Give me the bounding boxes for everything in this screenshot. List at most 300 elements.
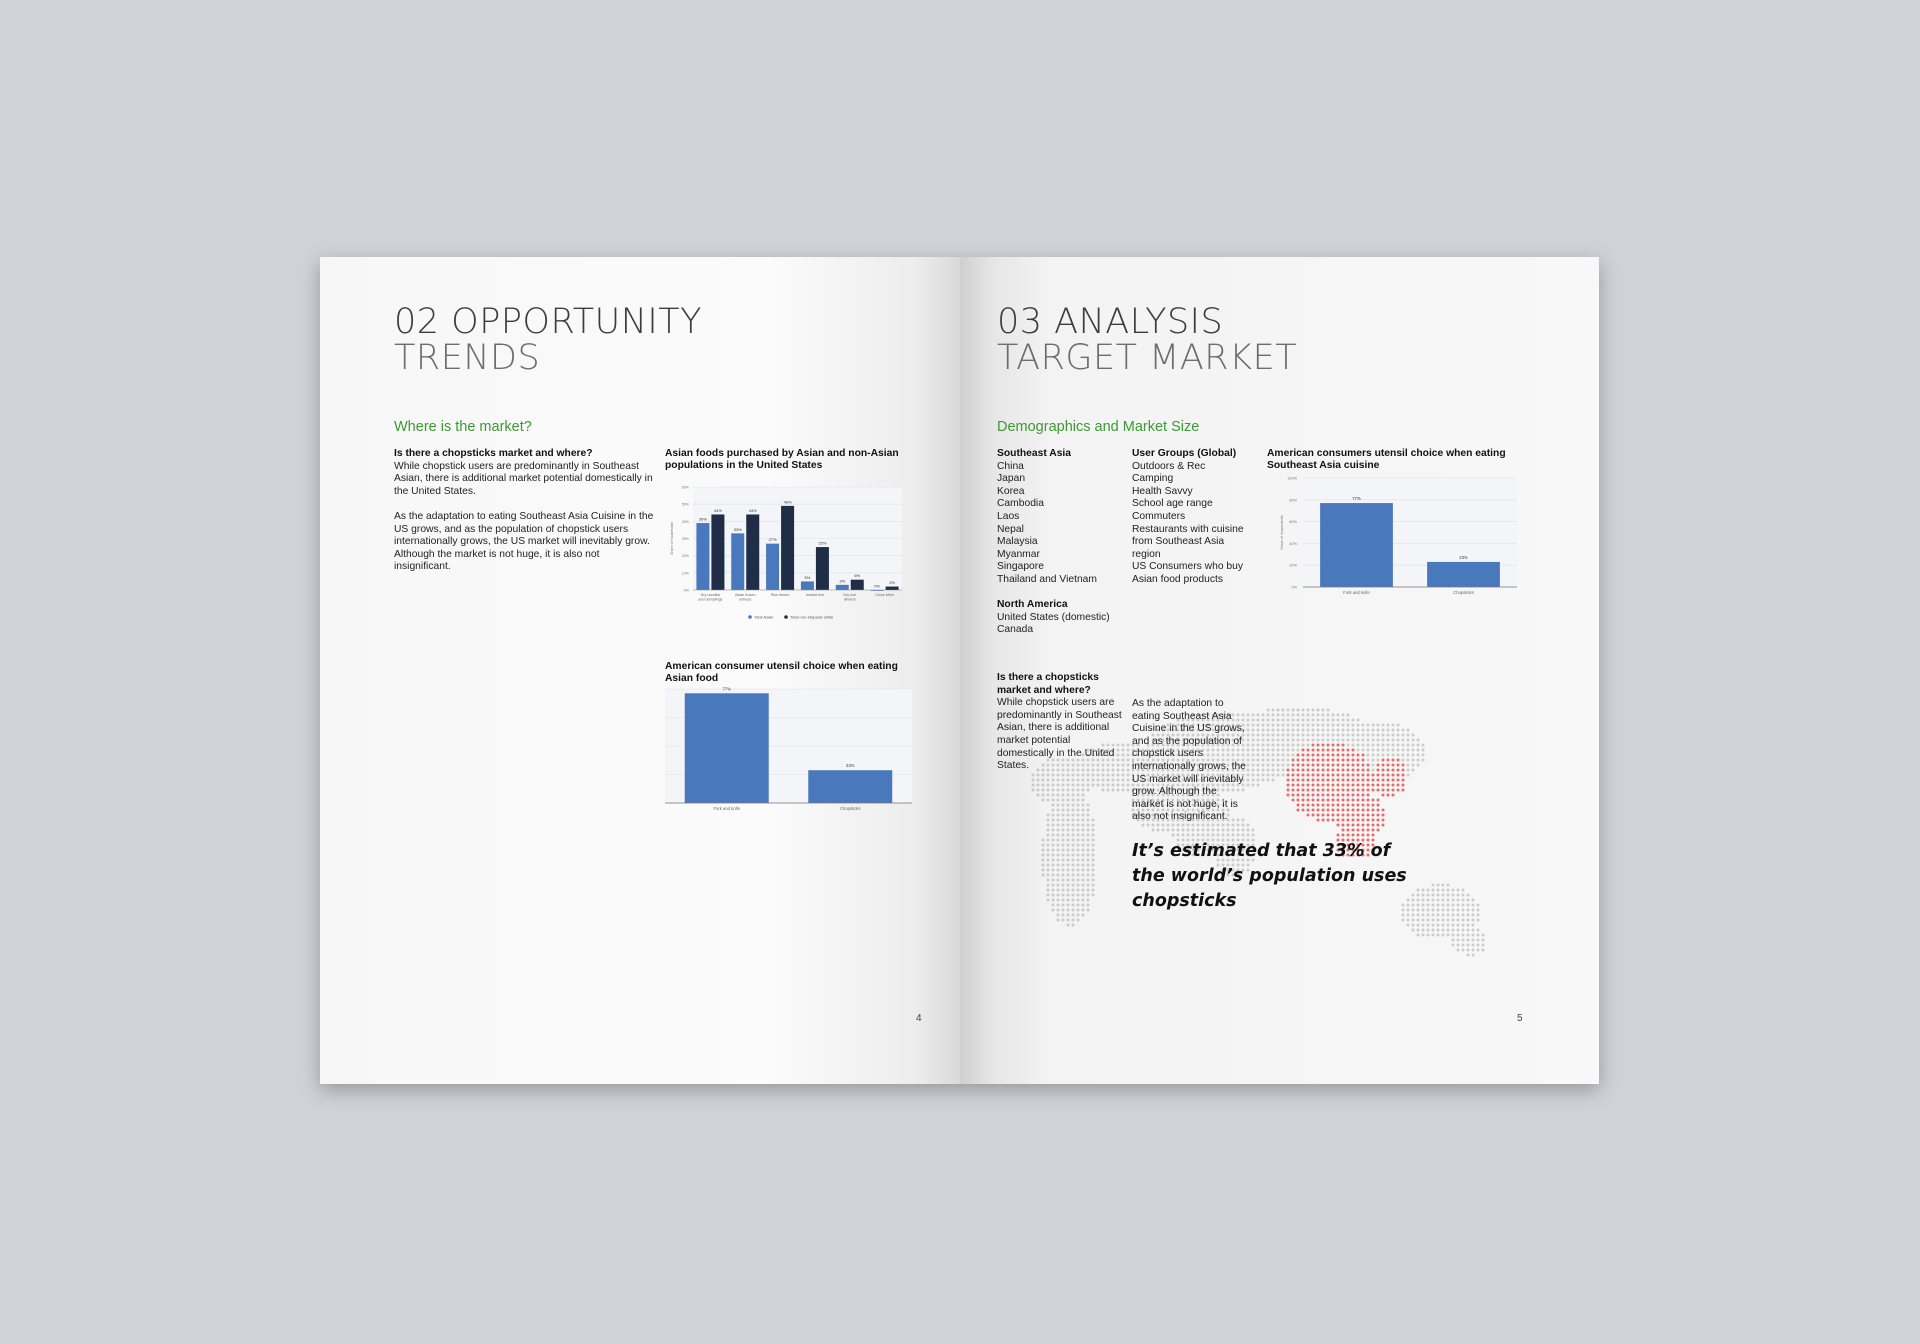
- map-dot: [1442, 919, 1445, 922]
- map-dot: [1162, 829, 1165, 832]
- map-dot: [1167, 829, 1170, 832]
- map-dot: [1377, 734, 1380, 737]
- southeast-asia-item: China: [997, 460, 1024, 472]
- map-dot: [1352, 749, 1355, 752]
- map-dot: [1322, 789, 1325, 792]
- map-dot: [1472, 954, 1475, 957]
- map-dot: [1387, 759, 1390, 762]
- map-dot: [1467, 914, 1470, 917]
- map-dot: [1052, 874, 1055, 877]
- map-dot: [1407, 774, 1410, 777]
- map-dot: [1077, 884, 1080, 887]
- map-dot: [1322, 814, 1325, 817]
- map-dot: [1382, 759, 1385, 762]
- map-dot: [1482, 934, 1485, 937]
- map-dot: [1057, 879, 1060, 882]
- left-heading-line1: 02 OPPORTUNITY: [394, 302, 703, 342]
- map-dot: [1032, 774, 1035, 777]
- left-question: Is there a chopsticks market and where?: [394, 448, 593, 459]
- map-dot: [1292, 729, 1295, 732]
- map-dot: [1317, 789, 1320, 792]
- right-page: [960, 257, 1599, 1084]
- map-dot: [1467, 934, 1470, 937]
- map-dot: [1102, 789, 1105, 792]
- map-dot: [1037, 774, 1040, 777]
- map-dot: [1462, 909, 1465, 912]
- map-dot: [1402, 769, 1405, 772]
- map-dot: [1077, 779, 1080, 782]
- map-dot: [1397, 769, 1400, 772]
- map-dot: [1042, 839, 1045, 842]
- map-dot: [1362, 729, 1365, 732]
- map-dot: [1462, 904, 1465, 907]
- map-dot: [1247, 824, 1250, 827]
- map-dot: [1447, 884, 1450, 887]
- map-dot: [1267, 719, 1270, 722]
- map-dot: [1242, 824, 1245, 827]
- map-dot: [1092, 829, 1095, 832]
- map-dot: [1047, 834, 1050, 837]
- map-dot: [1302, 729, 1305, 732]
- map-dot: [1342, 789, 1345, 792]
- map-dot: [1462, 924, 1465, 927]
- map-dot: [1372, 779, 1375, 782]
- map-dot: [1372, 729, 1375, 732]
- map-dot: [1077, 784, 1080, 787]
- map-dot: [1472, 929, 1475, 932]
- map-dot: [1087, 824, 1090, 827]
- map-dot: [1047, 839, 1050, 842]
- map-dot: [1252, 714, 1255, 717]
- map-dot: [1372, 829, 1375, 832]
- southeast-asia-item: Myanmar: [997, 548, 1040, 560]
- map-dot: [1417, 914, 1420, 917]
- map-dot: [1362, 819, 1365, 822]
- map-dot: [1312, 729, 1315, 732]
- map-dot: [1467, 924, 1470, 927]
- map-dot: [1337, 824, 1340, 827]
- map-dot: [1357, 734, 1360, 737]
- map-dot: [1072, 874, 1075, 877]
- map-dot: [1472, 949, 1475, 952]
- map-dot: [1347, 769, 1350, 772]
- map-dot: [1287, 779, 1290, 782]
- chart1-y-tick: 10%: [681, 571, 689, 576]
- map-dot: [1177, 834, 1180, 837]
- map-dot: [1412, 754, 1415, 757]
- map-dot: [1332, 764, 1335, 767]
- map-dot: [1392, 734, 1395, 737]
- map-dot: [1372, 764, 1375, 767]
- chart3-x-tick: Chopsticks: [1453, 590, 1474, 595]
- map-dot: [1412, 899, 1415, 902]
- map-dot: [1052, 804, 1055, 807]
- map-dot: [1367, 779, 1370, 782]
- map-dot: [1107, 774, 1110, 777]
- map-dot: [1292, 724, 1295, 727]
- map-dot: [1327, 789, 1330, 792]
- chart3-data-label: 77%: [1352, 496, 1361, 502]
- map-dot: [1067, 919, 1070, 922]
- map-dot: [1272, 714, 1275, 717]
- chart2-bar-chart: [660, 687, 916, 837]
- map-dot: [1092, 859, 1095, 862]
- map-dot: [1302, 799, 1305, 802]
- map-dot: [1367, 764, 1370, 767]
- map-dot: [1352, 784, 1355, 787]
- map-dot: [1062, 839, 1065, 842]
- map-dot: [1472, 924, 1475, 927]
- map-dot: [1397, 724, 1400, 727]
- map-dot: [1357, 769, 1360, 772]
- chart3-y-tick: 40%: [1289, 541, 1297, 546]
- map-dot: [1412, 929, 1415, 932]
- map-dot: [1057, 774, 1060, 777]
- map-dot: [1212, 834, 1215, 837]
- map-dot: [1042, 864, 1045, 867]
- map-dot: [1317, 819, 1320, 822]
- map-dot: [1277, 734, 1280, 737]
- map-dot: [1307, 814, 1310, 817]
- map-dot: [1387, 794, 1390, 797]
- map-dot: [1342, 819, 1345, 822]
- map-dot: [1382, 824, 1385, 827]
- map-dot: [1397, 764, 1400, 767]
- map-dot: [1342, 794, 1345, 797]
- map-dot: [1357, 804, 1360, 807]
- map-dot: [1297, 779, 1300, 782]
- map-dot: [1457, 944, 1460, 947]
- map-dot: [1262, 769, 1265, 772]
- map-dot: [1052, 779, 1055, 782]
- chart1-data-label: 0%: [874, 583, 880, 589]
- map-dot: [1307, 739, 1310, 742]
- map-dot: [1317, 794, 1320, 797]
- map-dot: [1067, 829, 1070, 832]
- map-dot: [1047, 799, 1050, 802]
- map-dot: [1077, 799, 1080, 802]
- map-dot: [1322, 744, 1325, 747]
- map-dot: [1212, 829, 1215, 832]
- map-dot: [1302, 769, 1305, 772]
- map-dot: [1392, 779, 1395, 782]
- map-dot: [1352, 814, 1355, 817]
- map-dot: [1352, 804, 1355, 807]
- map-dot: [1367, 829, 1370, 832]
- map-dot: [1112, 789, 1115, 792]
- map-dot: [1292, 774, 1295, 777]
- map-dot: [1282, 729, 1285, 732]
- map-dot: [1312, 794, 1315, 797]
- map-dot: [1077, 899, 1080, 902]
- map-dot: [1052, 839, 1055, 842]
- map-dot: [1092, 864, 1095, 867]
- map-dot: [1452, 939, 1455, 942]
- map-dot: [1322, 809, 1325, 812]
- map-dot: [1297, 729, 1300, 732]
- map-dot: [1077, 839, 1080, 842]
- map-dot: [1092, 834, 1095, 837]
- map-dot: [1082, 839, 1085, 842]
- map-dot: [1297, 744, 1300, 747]
- map-dot: [1057, 899, 1060, 902]
- map-dot: [1272, 729, 1275, 732]
- map-dot: [1377, 814, 1380, 817]
- map-dot: [1052, 794, 1055, 797]
- map-dot: [1077, 789, 1080, 792]
- map-dot: [1312, 744, 1315, 747]
- map-dot: [1317, 724, 1320, 727]
- map-dot: [1252, 769, 1255, 772]
- map-dot: [1352, 809, 1355, 812]
- map-dot: [1352, 724, 1355, 727]
- map-dot: [1292, 789, 1295, 792]
- southeast-asia-item: Malaysia: [997, 536, 1038, 548]
- map-dot: [1272, 774, 1275, 777]
- map-dot: [1322, 779, 1325, 782]
- map-dot: [1472, 919, 1475, 922]
- map-dot: [1077, 859, 1080, 862]
- map-dot: [1257, 764, 1260, 767]
- map-dot: [1292, 754, 1295, 757]
- map-dot: [1302, 754, 1305, 757]
- southeast-asia-item: Japan: [997, 473, 1026, 485]
- chart2-x-tick: Fork and knife: [713, 806, 741, 811]
- map-dot: [1307, 759, 1310, 762]
- map-dot: [1312, 739, 1315, 742]
- map-dot: [1317, 714, 1320, 717]
- map-dot: [1342, 764, 1345, 767]
- map-dot: [1442, 934, 1445, 937]
- map-dot: [1262, 739, 1265, 742]
- map-dot: [1282, 744, 1285, 747]
- map-dot: [1267, 779, 1270, 782]
- left-paragraph-2: As the adaptation to eating Southeast Asia Cuisine in the US grows, and as the population of chopstick users internationally grows, the US market will inevitably grow. Although the market is not huge, it is also not insignificant.: [394, 510, 654, 573]
- map-dot: [1287, 794, 1290, 797]
- map-dot: [1437, 934, 1440, 937]
- map-dot: [1317, 784, 1320, 787]
- north-america-item: Canada: [997, 624, 1034, 636]
- map-dot: [1062, 899, 1065, 902]
- map-dot: [1387, 744, 1390, 747]
- map-dot: [1067, 839, 1070, 842]
- map-dot: [1072, 844, 1075, 847]
- map-dot: [1102, 784, 1105, 787]
- map-dot: [1057, 794, 1060, 797]
- map-dot: [1287, 784, 1290, 787]
- map-dot: [1327, 754, 1330, 757]
- map-dot: [1272, 734, 1275, 737]
- map-dot: [1347, 724, 1350, 727]
- map-dot: [1317, 779, 1320, 782]
- map-dot: [1302, 734, 1305, 737]
- map-dot: [1322, 714, 1325, 717]
- map-dot: [1052, 819, 1055, 822]
- map-dot: [1342, 824, 1345, 827]
- map-dot: [1437, 909, 1440, 912]
- map-dot: [1347, 764, 1350, 767]
- map-dot: [1357, 794, 1360, 797]
- map-dot: [1327, 739, 1330, 742]
- map-dot: [1412, 919, 1415, 922]
- map-dot: [1307, 764, 1310, 767]
- map-dot: [1427, 904, 1430, 907]
- map-dot: [1042, 849, 1045, 852]
- map-dot: [1052, 889, 1055, 892]
- chart1-bar: [851, 580, 864, 590]
- map-dot: [1277, 714, 1280, 717]
- map-dot: [1072, 854, 1075, 857]
- map-dot: [1407, 744, 1410, 747]
- map-dot: [1267, 734, 1270, 737]
- map-dot: [1422, 904, 1425, 907]
- map-dot: [1337, 799, 1340, 802]
- map-dot: [1292, 709, 1295, 712]
- map-dot: [1342, 754, 1345, 757]
- map-dot: [1257, 754, 1260, 757]
- map-dot: [1412, 749, 1415, 752]
- map-dot: [1082, 804, 1085, 807]
- map-dot: [1282, 724, 1285, 727]
- map-dot: [1367, 749, 1370, 752]
- map-dot: [1032, 784, 1035, 787]
- map-dot: [1427, 899, 1430, 902]
- map-dot: [1302, 749, 1305, 752]
- map-dot: [1317, 739, 1320, 742]
- map-dot: [1367, 789, 1370, 792]
- chopsticks-stat-quote: It’s estimated that 33% of the world’s population uses chopsticks: [1132, 841, 1407, 911]
- map-dot: [1337, 789, 1340, 792]
- map-dot: [1337, 729, 1340, 732]
- map-dot: [1087, 889, 1090, 892]
- map-dot: [1092, 889, 1095, 892]
- map-dot: [1302, 719, 1305, 722]
- map-dot: [1087, 774, 1090, 777]
- map-dot: [1407, 734, 1410, 737]
- map-dot: [1082, 899, 1085, 902]
- map-dot: [1047, 884, 1050, 887]
- map-dot: [1067, 879, 1070, 882]
- map-dot: [1432, 934, 1435, 937]
- map-dot: [1287, 724, 1290, 727]
- southeast-asia-item: Korea: [997, 485, 1025, 497]
- map-dot: [1287, 714, 1290, 717]
- map-dot: [1087, 874, 1090, 877]
- map-dot: [1257, 744, 1260, 747]
- map-dot: [1467, 929, 1470, 932]
- map-dot: [1297, 789, 1300, 792]
- map-dot: [1267, 739, 1270, 742]
- map-dot: [1377, 729, 1380, 732]
- map-dot: [1287, 774, 1290, 777]
- map-dot: [1287, 729, 1290, 732]
- map-dot: [1297, 769, 1300, 772]
- map-dot: [1072, 894, 1075, 897]
- map-dot: [1202, 834, 1205, 837]
- map-dot: [1072, 789, 1075, 792]
- map-dot: [1107, 779, 1110, 782]
- map-dot: [1057, 914, 1060, 917]
- map-dot: [1062, 844, 1065, 847]
- map-dot: [1472, 914, 1475, 917]
- map-dot: [1277, 719, 1280, 722]
- map-dot: [1062, 829, 1065, 832]
- map-dot: [1427, 924, 1430, 927]
- right-heading-line1: 03 ANALYSIS: [997, 302, 1224, 342]
- map-dot: [1112, 779, 1115, 782]
- map-dot: [1102, 774, 1105, 777]
- map-dot: [1397, 789, 1400, 792]
- map-dot: [1077, 794, 1080, 797]
- map-dot: [1322, 724, 1325, 727]
- map-dot: [1107, 789, 1110, 792]
- map-dot: [1367, 799, 1370, 802]
- map-dot: [1342, 779, 1345, 782]
- map-dot: [1317, 804, 1320, 807]
- map-dot: [1342, 834, 1345, 837]
- map-dot: [1422, 914, 1425, 917]
- map-dot: [1362, 809, 1365, 812]
- map-dot: [1367, 804, 1370, 807]
- map-dot: [1372, 819, 1375, 822]
- southeast-asia-title: Southeast Asia: [997, 448, 1072, 459]
- map-dot: [1057, 779, 1060, 782]
- map-dot: [1477, 939, 1480, 942]
- map-dot: [1302, 789, 1305, 792]
- map-dot: [1112, 784, 1115, 787]
- map-dot: [1307, 799, 1310, 802]
- map-dot: [1072, 904, 1075, 907]
- map-dot: [1062, 834, 1065, 837]
- map-dot: [1257, 784, 1260, 787]
- chart1-y-tick: 60%: [681, 485, 689, 490]
- map-dot: [1282, 754, 1285, 757]
- map-dot: [1072, 774, 1075, 777]
- map-dot: [1082, 794, 1085, 797]
- map-dot: [1292, 784, 1295, 787]
- map-dot: [1047, 774, 1050, 777]
- map-dot: [1367, 754, 1370, 757]
- map-dot: [1477, 934, 1480, 937]
- map-dot: [1047, 779, 1050, 782]
- map-dot: [1057, 814, 1060, 817]
- map-dot: [1242, 829, 1245, 832]
- map-dot: [1457, 894, 1460, 897]
- map-dot: [1357, 829, 1360, 832]
- map-dot: [1282, 739, 1285, 742]
- map-dot: [1357, 809, 1360, 812]
- map-dot: [1397, 729, 1400, 732]
- map-dot: [1127, 744, 1130, 747]
- map-dot: [1427, 909, 1430, 912]
- map-dot: [1352, 824, 1355, 827]
- map-dot: [1072, 864, 1075, 867]
- map-dot: [1357, 789, 1360, 792]
- map-dot: [1352, 764, 1355, 767]
- map-dot: [1397, 779, 1400, 782]
- map-dot: [1077, 824, 1080, 827]
- map-dot: [1327, 819, 1330, 822]
- map-dot: [1127, 764, 1130, 767]
- map-dot: [1082, 914, 1085, 917]
- map-dot: [1412, 734, 1415, 737]
- map-dot: [1462, 899, 1465, 902]
- map-dot: [1052, 884, 1055, 887]
- map-dot: [1052, 834, 1055, 837]
- map-dot: [1337, 754, 1340, 757]
- map-dot: [1382, 779, 1385, 782]
- map-dot: [1317, 719, 1320, 722]
